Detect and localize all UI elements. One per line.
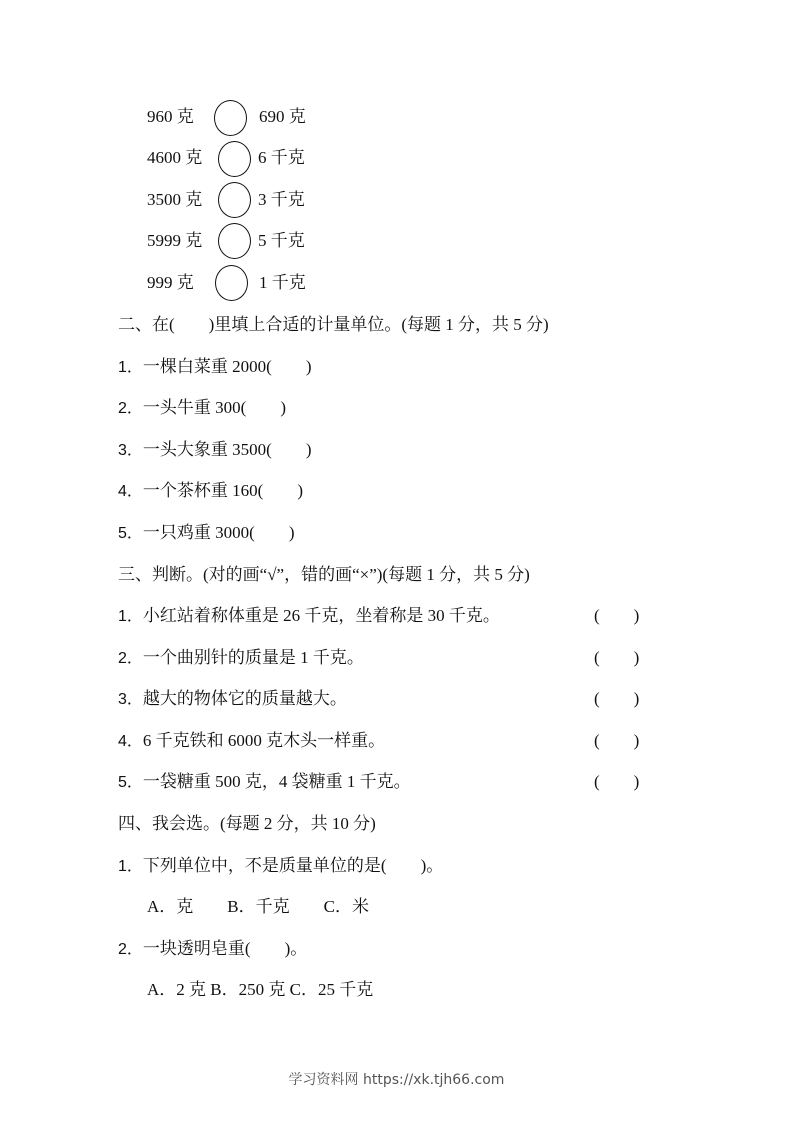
comparison-right: 690 克 — [259, 107, 306, 126]
question-item — [118, 397, 286, 420]
question-item — [118, 647, 364, 670]
question-item — [118, 605, 500, 628]
question-text: 下列单位中，不是质量单位的是( )。 — [142, 856, 444, 875]
answer-box[interactable]: ( ) — [594, 648, 640, 667]
question-text: 一棵白菜重 2000( ) — [142, 357, 312, 376]
question-text: 一只鸡重 3000( ) — [142, 523, 295, 542]
question-text: 一头牛重 300( ) — [142, 398, 286, 417]
question-text: 越大的物体它的质量越大。 — [142, 689, 347, 708]
question-text: 一个茶杯重 160( ) — [142, 481, 303, 500]
question-number: 1． — [118, 359, 143, 376]
answer-box[interactable]: ( ) — [594, 731, 640, 750]
comparison-circle[interactable] — [218, 182, 251, 218]
question-options: A．克 B．千克 C．米 — [147, 897, 369, 916]
question-number: 3． — [118, 691, 143, 708]
comparison-circle[interactable] — [218, 141, 251, 177]
question-item — [118, 480, 303, 503]
section-heading: 四、我会选。(每题 2 分，共 10 分) — [118, 814, 376, 833]
section-heading: 二、在( )里填上合适的计量单位。(每题 1 分，共 5 分) — [118, 315, 549, 334]
question-options: A．2 克 B．250 克 C．25 千克 — [147, 980, 374, 999]
question-item — [118, 356, 311, 379]
question-text: 一块透明皂重( )。 — [142, 939, 308, 958]
comparison-right: 5 千克 — [258, 231, 305, 250]
question-number: 2． — [118, 941, 143, 958]
page-footer: 学习资料网 https://xk.tjh66.com — [288, 1072, 505, 1088]
question-number: 5． — [118, 525, 143, 542]
question-text: 一袋糖重 500 克，4 袋糖重 1 千克。 — [142, 772, 411, 791]
question-number: 4． — [118, 483, 143, 500]
question-item — [118, 855, 443, 878]
comparison-left: 5999 克 — [147, 231, 203, 250]
comparison-left: 999 克 — [147, 273, 194, 292]
question-text: 一头大象重 3500( ) — [142, 440, 312, 459]
comparison-left: 4600 克 — [147, 148, 203, 167]
question-item — [118, 938, 307, 961]
comparison-right: 1 千克 — [259, 273, 306, 292]
question-number: 5． — [118, 774, 143, 791]
question-item — [118, 439, 311, 462]
comparison-left: 960 克 — [147, 107, 194, 126]
comparison-circle[interactable] — [214, 100, 247, 136]
question-number: 1． — [118, 608, 143, 625]
question-text: 一个曲别针的质量是 1 千克。 — [142, 648, 364, 667]
question-number: 4． — [118, 733, 143, 750]
section-heading: 三、判断。(对的画“√”，错的画“×”)(每题 1 分，共 5 分) — [118, 565, 530, 584]
question-item — [118, 688, 347, 711]
question-item — [118, 771, 411, 794]
question-number: 2． — [118, 650, 143, 667]
comparison-circle[interactable] — [215, 265, 248, 301]
question-text: 6 千克铁和 6000 克木头一样重。 — [142, 731, 386, 750]
answer-box[interactable]: ( ) — [594, 772, 640, 791]
answer-box[interactable]: ( ) — [594, 689, 640, 708]
question-number: 3． — [118, 442, 143, 459]
question-text: 小红站着称体重是 26 千克，坐着称是 30 千克。 — [142, 606, 500, 625]
question-number: 2． — [118, 400, 143, 417]
question-item — [118, 522, 294, 545]
comparison-right: 3 千克 — [258, 190, 305, 209]
comparison-left: 3500 克 — [147, 190, 203, 209]
question-item — [118, 730, 385, 753]
comparison-right: 6 千克 — [258, 148, 305, 167]
answer-box[interactable]: ( ) — [594, 606, 640, 625]
comparison-circle[interactable] — [218, 223, 251, 259]
question-number: 1． — [118, 858, 143, 875]
